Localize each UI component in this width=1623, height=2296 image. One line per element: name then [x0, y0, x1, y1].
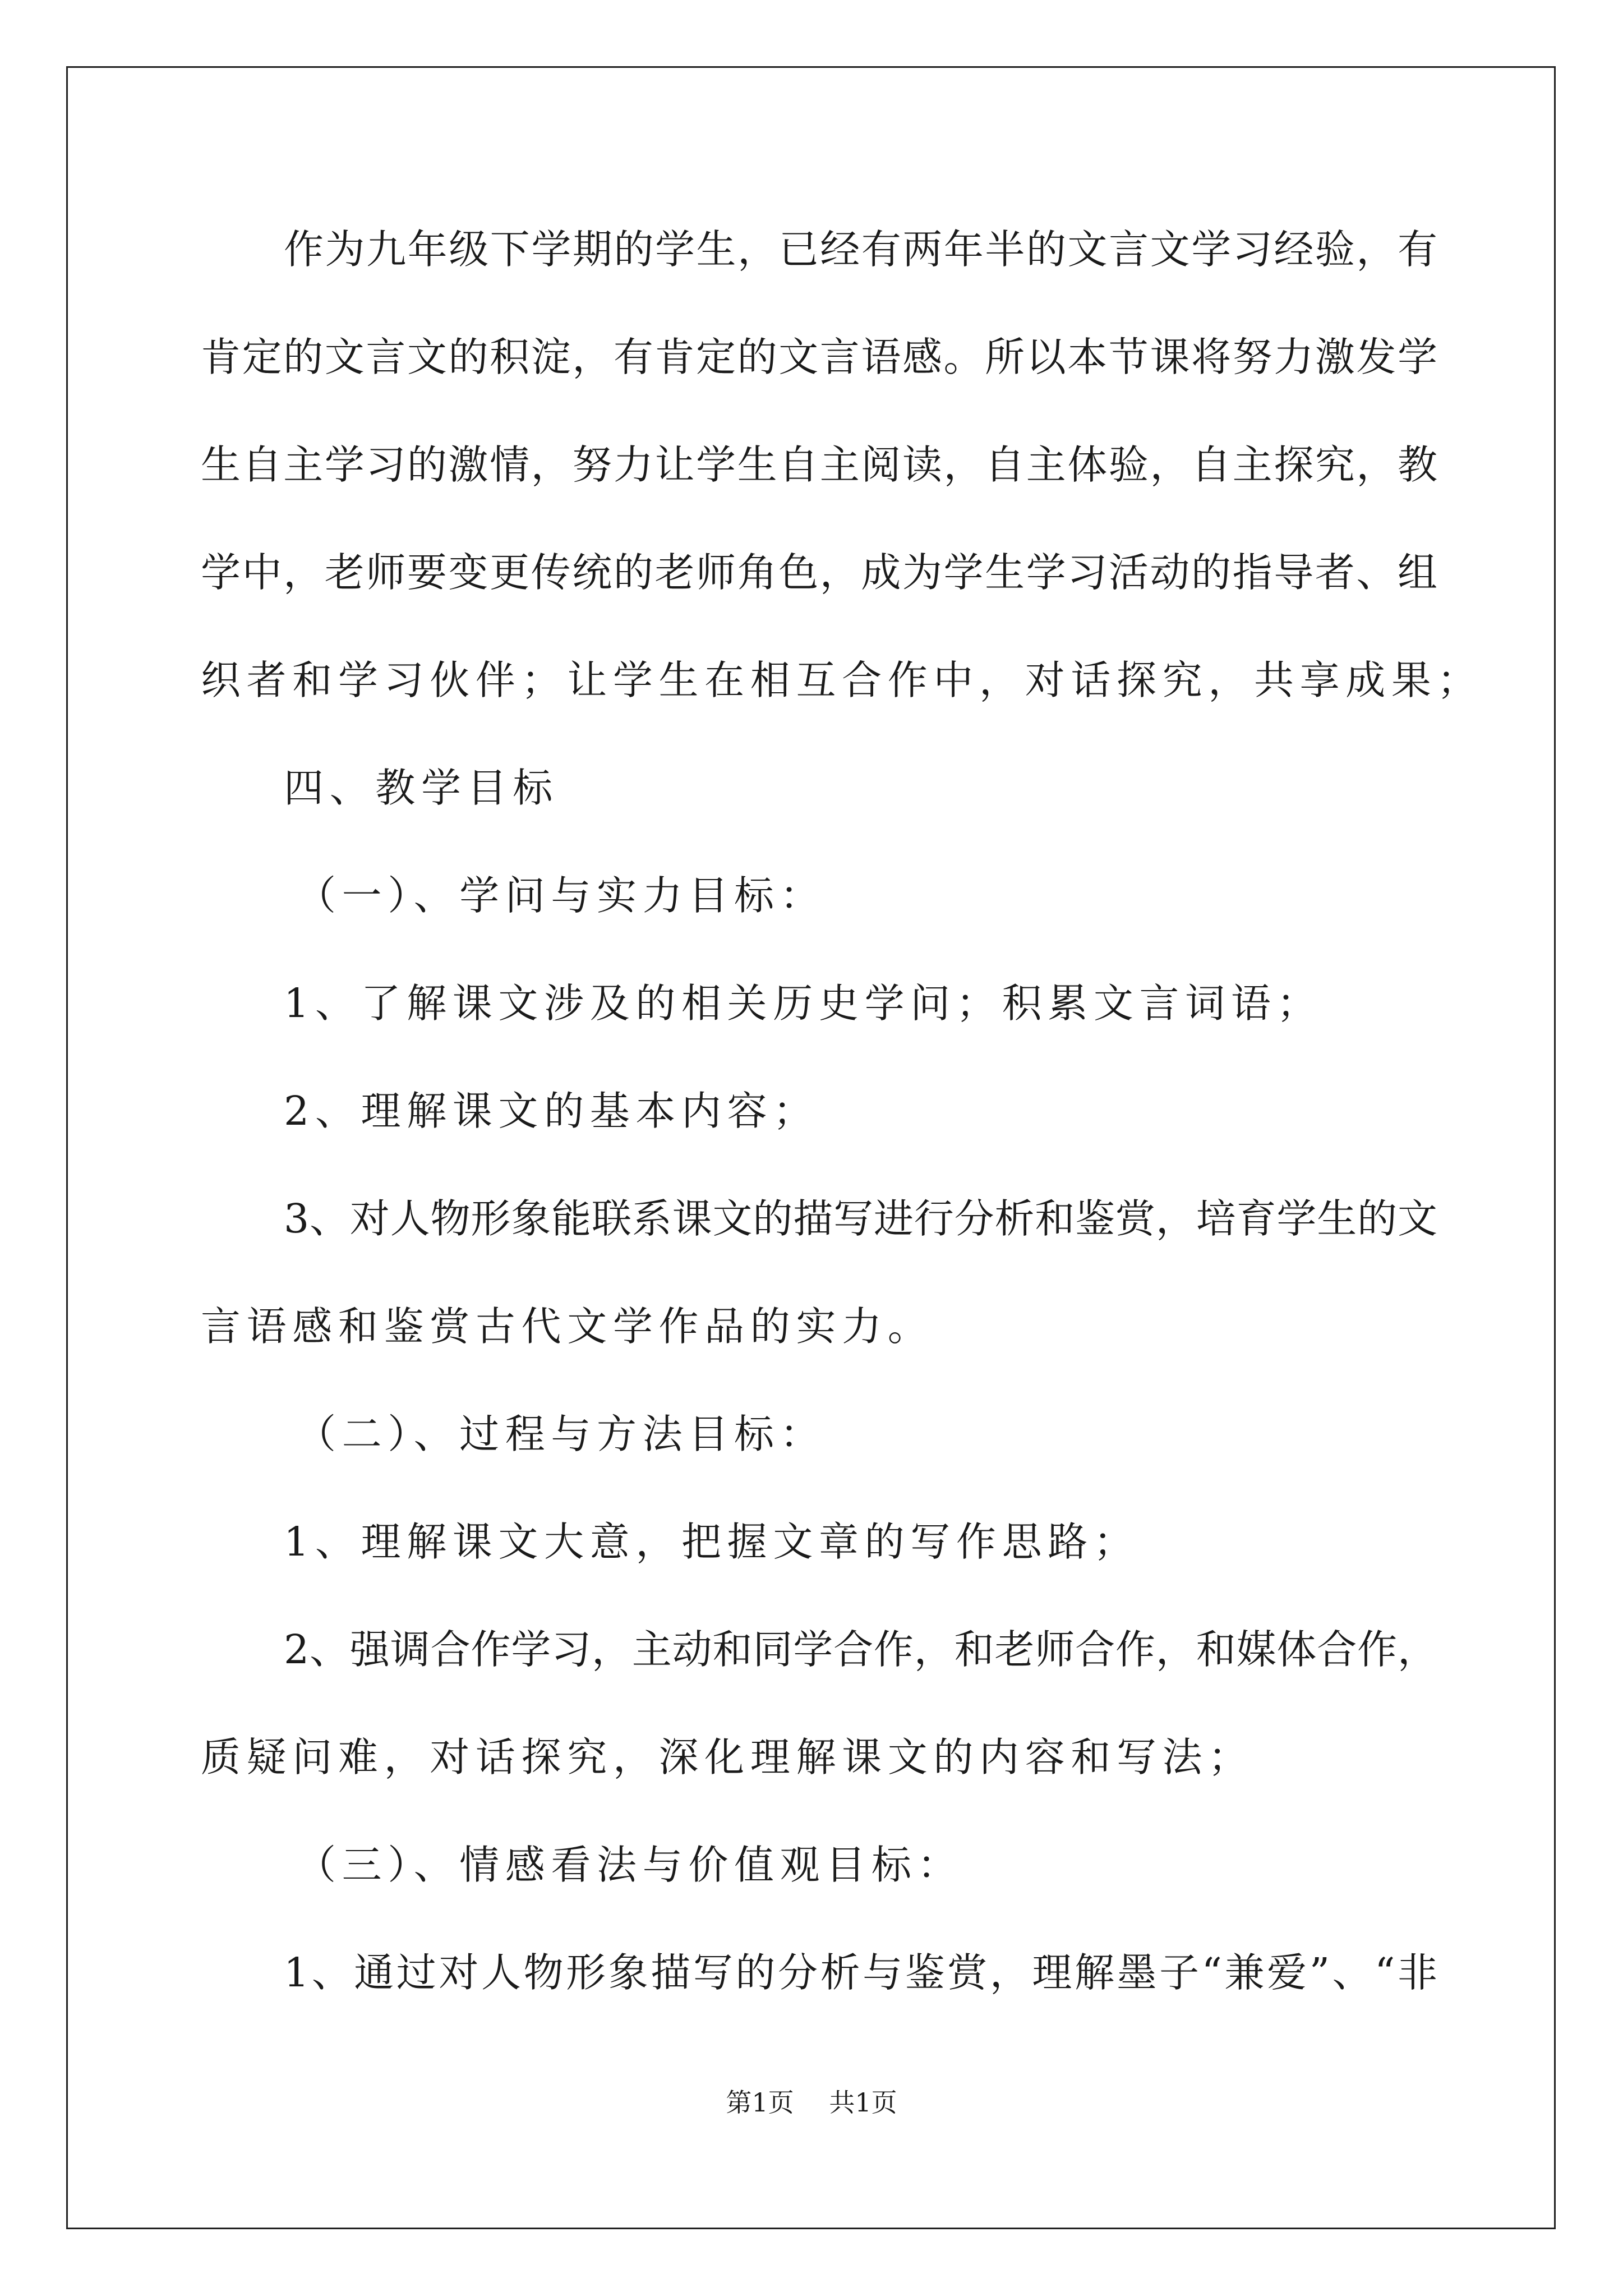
list-item: 1、通过对人物形象描写的分析与鉴赏，理解墨子“兼爱”、“非	[284, 1949, 1437, 1996]
list-item: 3、对人物形象能联系课文的描写进行分析和鉴赏，培育学生的文	[284, 1195, 1437, 1242]
list-item: 2、理解课文的基本内容；	[284, 1088, 819, 1134]
paragraph-line: 言语感和鉴赏古代文学作品的实力。	[201, 1303, 934, 1350]
list-item: 1、了解课文涉及的相关历史学问；积累文言词语；	[284, 980, 1323, 1027]
subsection-heading: （二）、过程与方法目标：	[296, 1411, 826, 1457]
paragraph-line: 作为九年级下学期的学生，已经有两年半的文言文学习经验，有	[284, 226, 1437, 273]
page-total: 共1页	[829, 2087, 897, 2118]
paragraph-line: 生自主学习的激情，努力让学生自主阅读，自主体验，自主探究，教	[201, 441, 1437, 488]
section-heading: 四、教学目标	[284, 765, 559, 811]
page-footer	[0, 2086, 1623, 2119]
subsection-heading: （一）、学问与实力目标：	[296, 872, 826, 919]
paragraph-line: 织者和学习伙伴；让学生在相互合作中，对话探究，共享成果；	[201, 657, 1483, 703]
paragraph-line: 肯定的文言文的积淀，有肯定的文言语感。所以本节课将努力激发学	[201, 334, 1437, 380]
page-number: 第1页	[726, 2087, 794, 2118]
paragraph-line: 质疑问难，对话探究，深化理解课文的内容和写法；	[201, 1734, 1254, 1780]
list-item: 2、强调合作学习，主动和同学合作，和老师合作，和媒体合作，	[284, 1626, 1437, 1673]
paragraph-line: 学中，老师要变更传统的老师角色，成为学生学习活动的指导者、组	[201, 549, 1437, 596]
list-item: 1、理解课文大意，把握文章的写作思路；	[284, 1519, 1140, 1565]
subsection-heading: （三）、情感看法与价值观目标：	[296, 1842, 963, 1888]
